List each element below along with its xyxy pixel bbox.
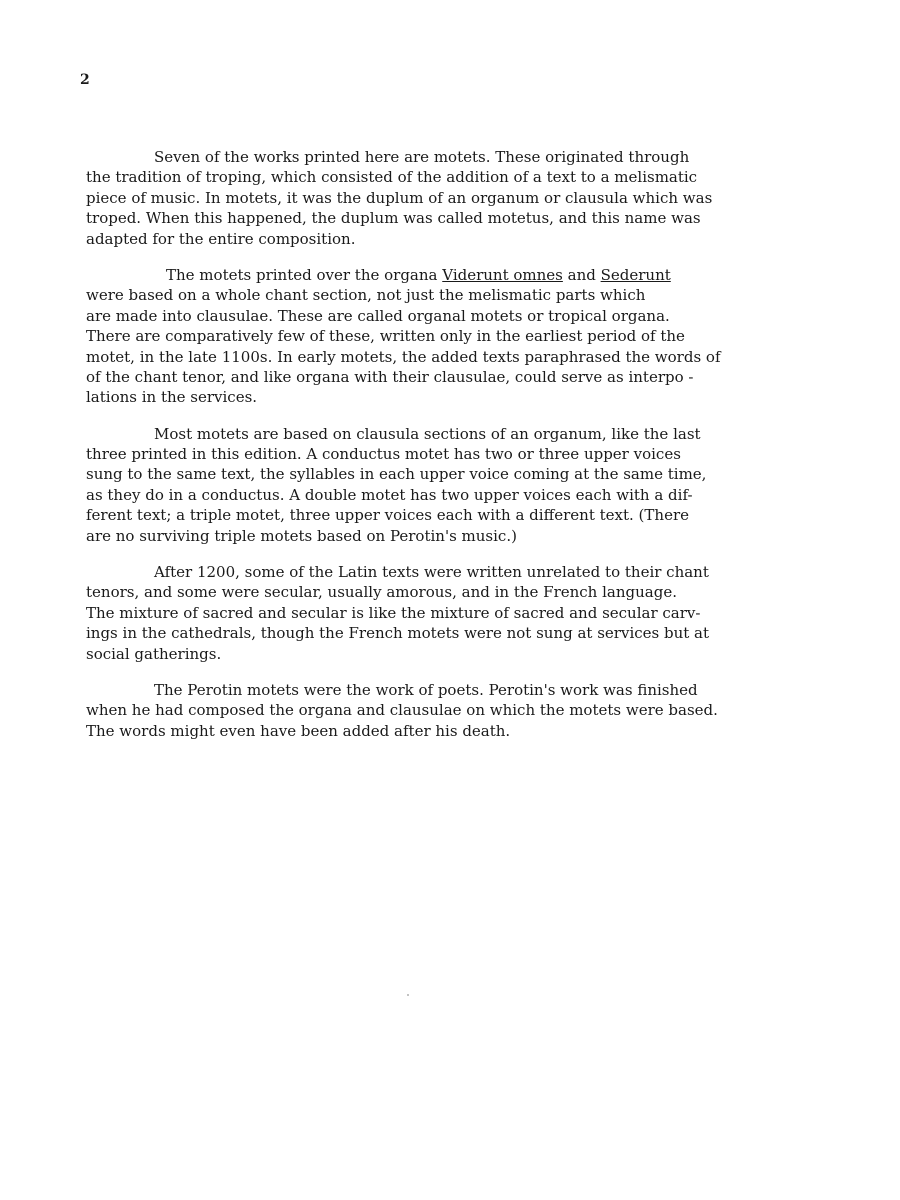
- text-line: sung to the same text, the syllables in each upper voice coming at the same time,: [86, 465, 707, 484]
- text-line: [86, 265, 836, 285]
- text-line: when he had composed the organa and clausulae on which the motets were based.: [86, 701, 718, 720]
- title-viderunt-omnes: Viderunt omnes: [442, 265, 563, 284]
- text-line: are made into clausulae. These are called organal motets or tropical organa.: [86, 306, 670, 325]
- text-line: ings in the cathedrals, though the French motets were not sung at services but at: [86, 624, 710, 643]
- paragraph-after-1200: [86, 562, 836, 664]
- paragraph-perotin-poets: [86, 680, 836, 741]
- text-line: After 1200, some of the Latin texts were written unrelated to their chant: [154, 563, 709, 582]
- text-line: The Perotin motets were the work of poets. Perotin's work was finished: [154, 680, 698, 699]
- scan-speck: [407, 994, 409, 996]
- text-line: adapted for the entire composition.: [86, 229, 356, 248]
- text-line: The words might even have been added after his death.: [86, 721, 511, 740]
- text-line: tenors, and some were secular, usually amorous, and in the French language.: [86, 583, 677, 602]
- text-line: of the chant tenor, and like organa with their clausulae, could serve as interpo -: [86, 367, 694, 386]
- text-line: as they do in a conductus. A double motet has two upper voices each with a dif-: [86, 485, 693, 504]
- text-line: piece of music. In motets, it was the duplum of an organum or clausula which was: [86, 188, 713, 207]
- text-line: Most motets are based on clausula sections of an organum, like the last: [154, 424, 701, 443]
- text-line: were based on a whole chant section, not just the melismatic parts which: [86, 286, 646, 305]
- text-line: Seven of the works printed here are motets. These originated through: [154, 148, 690, 166]
- text-line: three printed in this edition. A conductus motet has two or three upper voices: [86, 445, 681, 464]
- paragraph-organal-motets: [86, 265, 836, 408]
- body-text: [86, 147, 836, 741]
- text-line: are no surviving triple motets based on Perotin's music.): [86, 526, 517, 545]
- text-line: motet, in the late 1100s. In early motets, the added texts paraphrased the words of: [86, 347, 721, 366]
- text-line: troped. When this happened, the duplum was called motetus, and this name was: [86, 209, 701, 228]
- text-fragment: and: [562, 265, 601, 284]
- text-line: There are comparatively few of these, written only in the earliest period of the: [86, 327, 685, 346]
- text-line: The mixture of sacred and secular is like the mixture of sacred and secular carv-: [86, 603, 701, 622]
- title-sederunt: Sederunt: [600, 265, 671, 284]
- page-number: 2: [80, 72, 90, 88]
- paragraph-troping: [86, 147, 836, 249]
- text-fragment: The motets printed over the organa: [166, 265, 443, 284]
- text-line: lations in the services.: [86, 388, 258, 407]
- paragraph-clausula-motets: [86, 424, 836, 546]
- text-line: social gatherings.: [86, 644, 222, 663]
- text-line: ferent text; a triple motet, three upper voices each with a different text. (There: [86, 506, 689, 525]
- text-line: the tradition of troping, which consisted of the addition of a text to a melismatic: [86, 168, 698, 187]
